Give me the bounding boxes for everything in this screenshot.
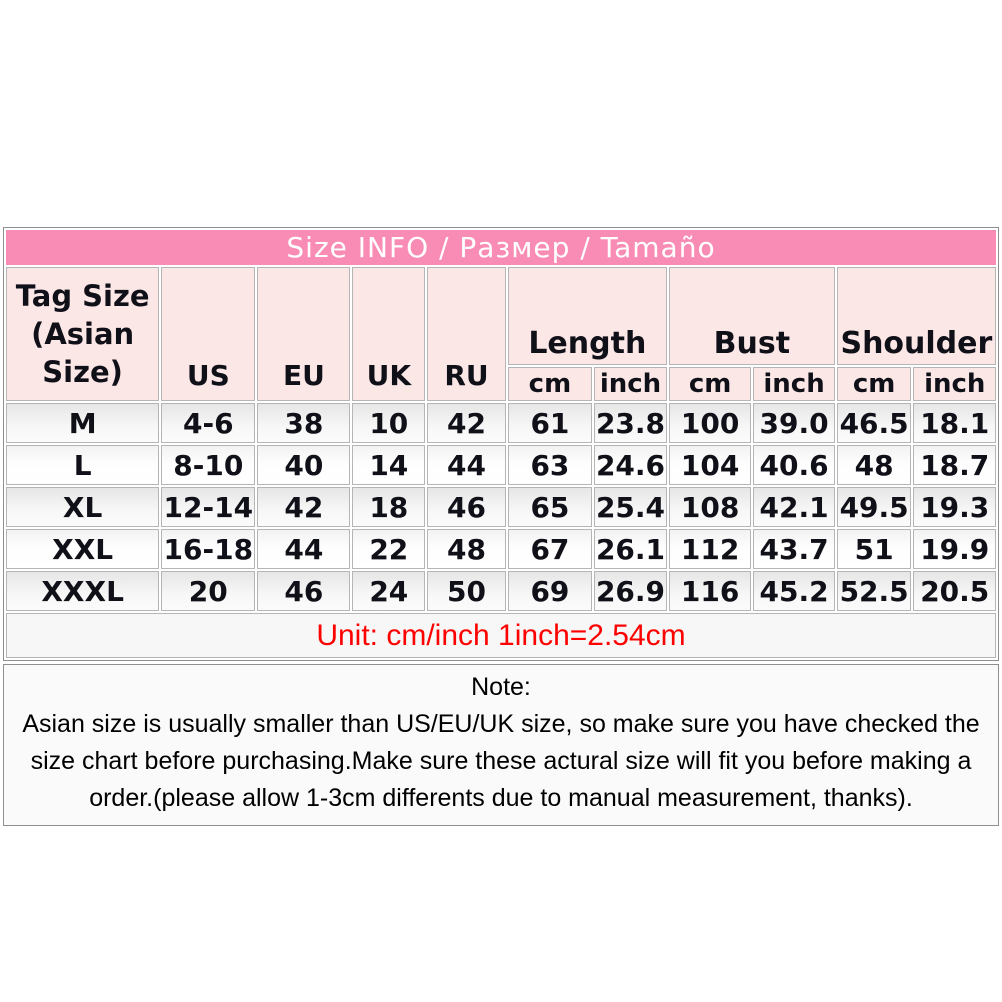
bust-inch-cell: 39.0 [753,403,834,443]
uk-cell: 24 [352,571,425,611]
ru-cell: 46 [427,487,506,527]
length-header: Length [508,267,667,365]
uk-cell: 14 [352,445,425,485]
length-cm-cell: 63 [508,445,592,485]
uk-cell: 10 [352,403,425,443]
note-line-1: Asian size is usually smaller than US/EU/UK size, so make sure you have checked the [22,710,980,738]
length-inch-cell: 25.4 [594,487,667,527]
us-cell: 20 [161,571,255,611]
title-row [6,230,996,265]
bust-header: Bust [669,267,835,365]
length-cm-cell: 61 [508,403,592,443]
eu-cell: 46 [257,571,350,611]
tag-size-cell: L [6,445,159,485]
bust-cm-cell: 100 [669,403,751,443]
eu-cell: 40 [257,445,350,485]
tag-size-header-line1: Tag Size [15,279,150,313]
size-row-xl [6,487,996,527]
us-header: US [161,267,255,401]
shoulder-inch-cell: 19.9 [913,529,996,569]
bust-cm-cell: 116 [669,571,751,611]
eu-cell: 44 [257,529,350,569]
ru-cell: 50 [427,571,506,611]
note-line-2: size chart before purchasing.Make sure these actural size will fit you before making a [30,747,972,775]
shoulder-cm-cell: 46.5 [837,403,912,443]
tag-size-cell: M [6,403,159,443]
size-table-footer [6,613,996,658]
us-cell: 4-6 [161,403,255,443]
size-chart [3,227,999,826]
length-inch-cell: 26.9 [594,571,667,611]
length-inch-cell: 23.8 [594,403,667,443]
tag-size-cell: XXL [6,529,159,569]
size-row-m [6,403,996,443]
tag-size-cell: XL [6,487,159,527]
shoulder-cm-cell: 52.5 [837,571,912,611]
length-inch-cell: 26.1 [594,529,667,569]
length-cm-header: cm [508,367,592,401]
tag-size-cell: XXXL [6,571,159,611]
size-row-xxxl [6,571,996,611]
length-cm-cell: 67 [508,529,592,569]
shoulder-cm-cell: 49.5 [837,487,912,527]
us-cell: 12-14 [161,487,255,527]
uk-cell: 22 [352,529,425,569]
bust-inch-header: inch [753,367,834,401]
shoulder-cm-cell: 48 [837,445,912,485]
shoulder-inch-cell: 19.3 [913,487,996,527]
us-cell: 8-10 [161,445,255,485]
tag-size-header [6,267,159,401]
length-cm-cell: 65 [508,487,592,527]
uk-header: UK [352,267,425,401]
length-inch-cell: 24.6 [594,445,667,485]
ru-cell: 44 [427,445,506,485]
size-row-xxl [6,529,996,569]
note-box [3,664,999,826]
shoulder-inch-cell: 20.5 [913,571,996,611]
length-inch-header: inch [594,367,667,401]
tag-size-header-line3: Size) [42,355,123,389]
size-table-body [6,403,996,611]
eu-cell: 42 [257,487,350,527]
unit-note-row [6,613,996,658]
bust-cm-cell: 108 [669,487,751,527]
bust-inch-cell: 43.7 [753,529,834,569]
bust-cm-cell: 112 [669,529,751,569]
uk-cell: 18 [352,487,425,527]
eu-header: EU [257,267,350,401]
bust-cm-header: cm [669,367,751,401]
bust-inch-cell: 45.2 [753,571,834,611]
size-table-header [6,230,996,401]
shoulder-cm-header: cm [837,367,912,401]
bust-inch-cell: 42.1 [753,487,834,527]
shoulder-inch-cell: 18.1 [913,403,996,443]
size-row-l [6,445,996,485]
bust-inch-cell: 40.6 [753,445,834,485]
shoulder-inch-cell: 18.7 [913,445,996,485]
size-info-title: Size INFO / Размер / Tamaño [6,230,996,265]
note-line-3: order.(please allow 1-3cm differents due to manual measurement, thanks). [89,784,913,812]
shoulder-header: Shoulder [837,267,996,365]
group-header-row [6,267,996,365]
ru-cell: 48 [427,529,506,569]
eu-cell: 38 [257,403,350,443]
length-cm-cell: 69 [508,571,592,611]
shoulder-cm-cell: 51 [837,529,912,569]
bust-cm-cell: 104 [669,445,751,485]
ru-cell: 42 [427,403,506,443]
tag-size-header-line2: (Asian [31,317,135,351]
shoulder-inch-header: inch [913,367,996,401]
size-table [3,227,999,661]
unit-note: Unit: cm/inch 1inch=2.54cm [6,613,996,658]
us-cell: 16-18 [161,529,255,569]
note-title: Note: [471,673,531,701]
ru-header: RU [427,267,506,401]
